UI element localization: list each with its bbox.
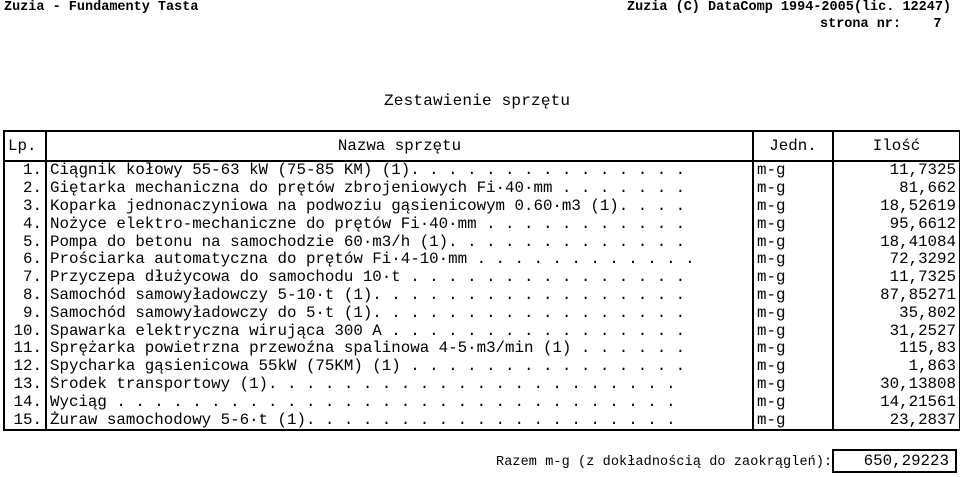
row-name: Środek transportowy (1). . . . . . . . . . . . . . . . . . . . . . <box>46 376 753 394</box>
row-unit: m-g <box>753 340 833 358</box>
table-row <box>4 251 960 269</box>
row-name: Spycharka gąsienicowa 55kW (75KM) (1) . . . . . . . . . . . . . . . <box>46 358 753 376</box>
row-name: Nożyce elektro-mechaniczne do prętów Fi·40·mm . . . . . . . . . . . <box>46 215 753 233</box>
table-row <box>4 215 960 233</box>
row-unit: m-g <box>753 304 833 322</box>
table-row <box>4 180 960 198</box>
row-name: Samochód samowyładowczy do 5·t (1). . . . . . . . . . . . . . . . . <box>46 304 753 322</box>
row-unit: m-g <box>753 287 833 305</box>
table-row <box>4 287 960 305</box>
row-name: Koparka jednonaczyniowa na podwoziu gąsienicowym 0.60·m3 (1). . . . <box>46 198 753 216</box>
header-name: Nazwa sprzętu <box>46 131 753 161</box>
row-unit: m-g <box>753 411 833 430</box>
row-qty: 115,83 <box>833 340 960 358</box>
row-unit: m-g <box>753 251 833 269</box>
header-qty: Ilość <box>833 131 960 161</box>
table-row <box>4 340 960 358</box>
table-row <box>4 322 960 340</box>
row-qty: 11,7325 <box>833 161 960 180</box>
row-name: Spawarka elektryczna wirująca 300 A . . . . . . . . . . . . . . . . <box>46 322 753 340</box>
row-lp: 11. <box>4 340 46 358</box>
row-lp: 15. <box>4 411 46 430</box>
row-lp: 13. <box>4 376 46 394</box>
table-row <box>4 393 960 411</box>
row-qty: 18,41084 <box>833 233 960 251</box>
document-title: Zestawienie sprzętu <box>384 92 571 110</box>
row-unit: m-g <box>753 358 833 376</box>
summary-total: 650,29223 <box>832 449 957 473</box>
row-unit: m-g <box>753 180 833 198</box>
row-qty: 30,13808 <box>833 376 960 394</box>
header-unit: Jedn. <box>753 131 833 161</box>
row-unit: m-g <box>753 269 833 287</box>
summary-label: Razem m-g (z dokładnością do zaokrągleń): <box>496 455 833 470</box>
table-row <box>4 198 960 216</box>
row-lp: 10. <box>4 322 46 340</box>
row-name: Samochód samowyładowczy 5-10·t (1). . . . . . . . . . . . . . . . . <box>46 287 753 305</box>
row-qty: 1,863 <box>833 358 960 376</box>
row-unit: m-g <box>753 198 833 216</box>
row-unit: m-g <box>753 322 833 340</box>
row-lp: 8. <box>4 287 46 305</box>
row-lp: 7. <box>4 269 46 287</box>
equipment-table <box>3 130 960 431</box>
row-lp: 12. <box>4 358 46 376</box>
row-lp: 3. <box>4 198 46 216</box>
row-name: Przyczepa dłużycowa do samochodu 10·t . . . . . . . . . . . . . . . <box>46 269 753 287</box>
row-lp: 2. <box>4 180 46 198</box>
row-qty: 11,7325 <box>833 269 960 287</box>
row-qty: 18,52619 <box>833 198 960 216</box>
app-name: Zuzia - Fundamenty Tasta <box>4 0 199 15</box>
row-unit: m-g <box>753 161 833 180</box>
row-unit: m-g <box>753 393 833 411</box>
table-row <box>4 376 960 394</box>
row-name: Pompa do betonu na samochodzie 60·m3/h (1). . . . . . . . . . . . . <box>46 233 753 251</box>
row-qty: 35,802 <box>833 304 960 322</box>
row-name: Żuraw samochodowy 5-6·t (1). . . . . . . . . . . . . . . . . . . . <box>46 411 753 430</box>
page-number: 7 <box>933 17 942 32</box>
row-lp: 6. <box>4 251 46 269</box>
row-lp: 4. <box>4 215 46 233</box>
row-name: Prościarka automatyczna do prętów Fi·4-10·mm . . . . . . . . . . . . <box>46 251 753 269</box>
row-unit: m-g <box>753 215 833 233</box>
row-name: Giętarka mechaniczna do prętów zbrojeniowych Fi·40·mm . . . . . . . <box>46 180 753 198</box>
row-qty: 87,85271 <box>833 287 960 305</box>
table-row <box>4 269 960 287</box>
row-qty: 31,2527 <box>833 322 960 340</box>
row-qty: 95,6612 <box>833 215 960 233</box>
table-row <box>4 233 960 251</box>
row-qty: 14,21561 <box>833 393 960 411</box>
table-row <box>4 358 960 376</box>
row-unit: m-g <box>753 233 833 251</box>
row-qty: 72,3292 <box>833 251 960 269</box>
header-lp: Lp. <box>4 131 46 161</box>
copyright-notice: Zuzia (C) DataComp 1994-2005(lic. 12247) <box>627 0 952 15</box>
row-name: Wyciąg . . . . . . . . . . . . . . . . . . . . . . . . . . . . . . <box>46 393 753 411</box>
table-row <box>4 411 960 430</box>
page-label: strona nr: <box>820 17 902 32</box>
table-row <box>4 161 960 180</box>
row-name: Ciągnik kołowy 55-63 kW (75-85 KM) (1). . . . . . . . . . . . . . . <box>46 161 753 180</box>
row-lp: 5. <box>4 233 46 251</box>
row-lp: 9. <box>4 304 46 322</box>
table-row <box>4 304 960 322</box>
row-lp: 1. <box>4 161 46 180</box>
table-header-row <box>4 131 960 161</box>
row-name: Sprężarka powietrzna przewoźna spalinowa 4-5·m3/min (1) . . . . . . <box>46 340 753 358</box>
row-qty: 81,662 <box>833 180 960 198</box>
row-lp: 14. <box>4 393 46 411</box>
row-qty: 23,2837 <box>833 411 960 430</box>
page-indicator <box>820 17 942 32</box>
row-unit: m-g <box>753 376 833 394</box>
